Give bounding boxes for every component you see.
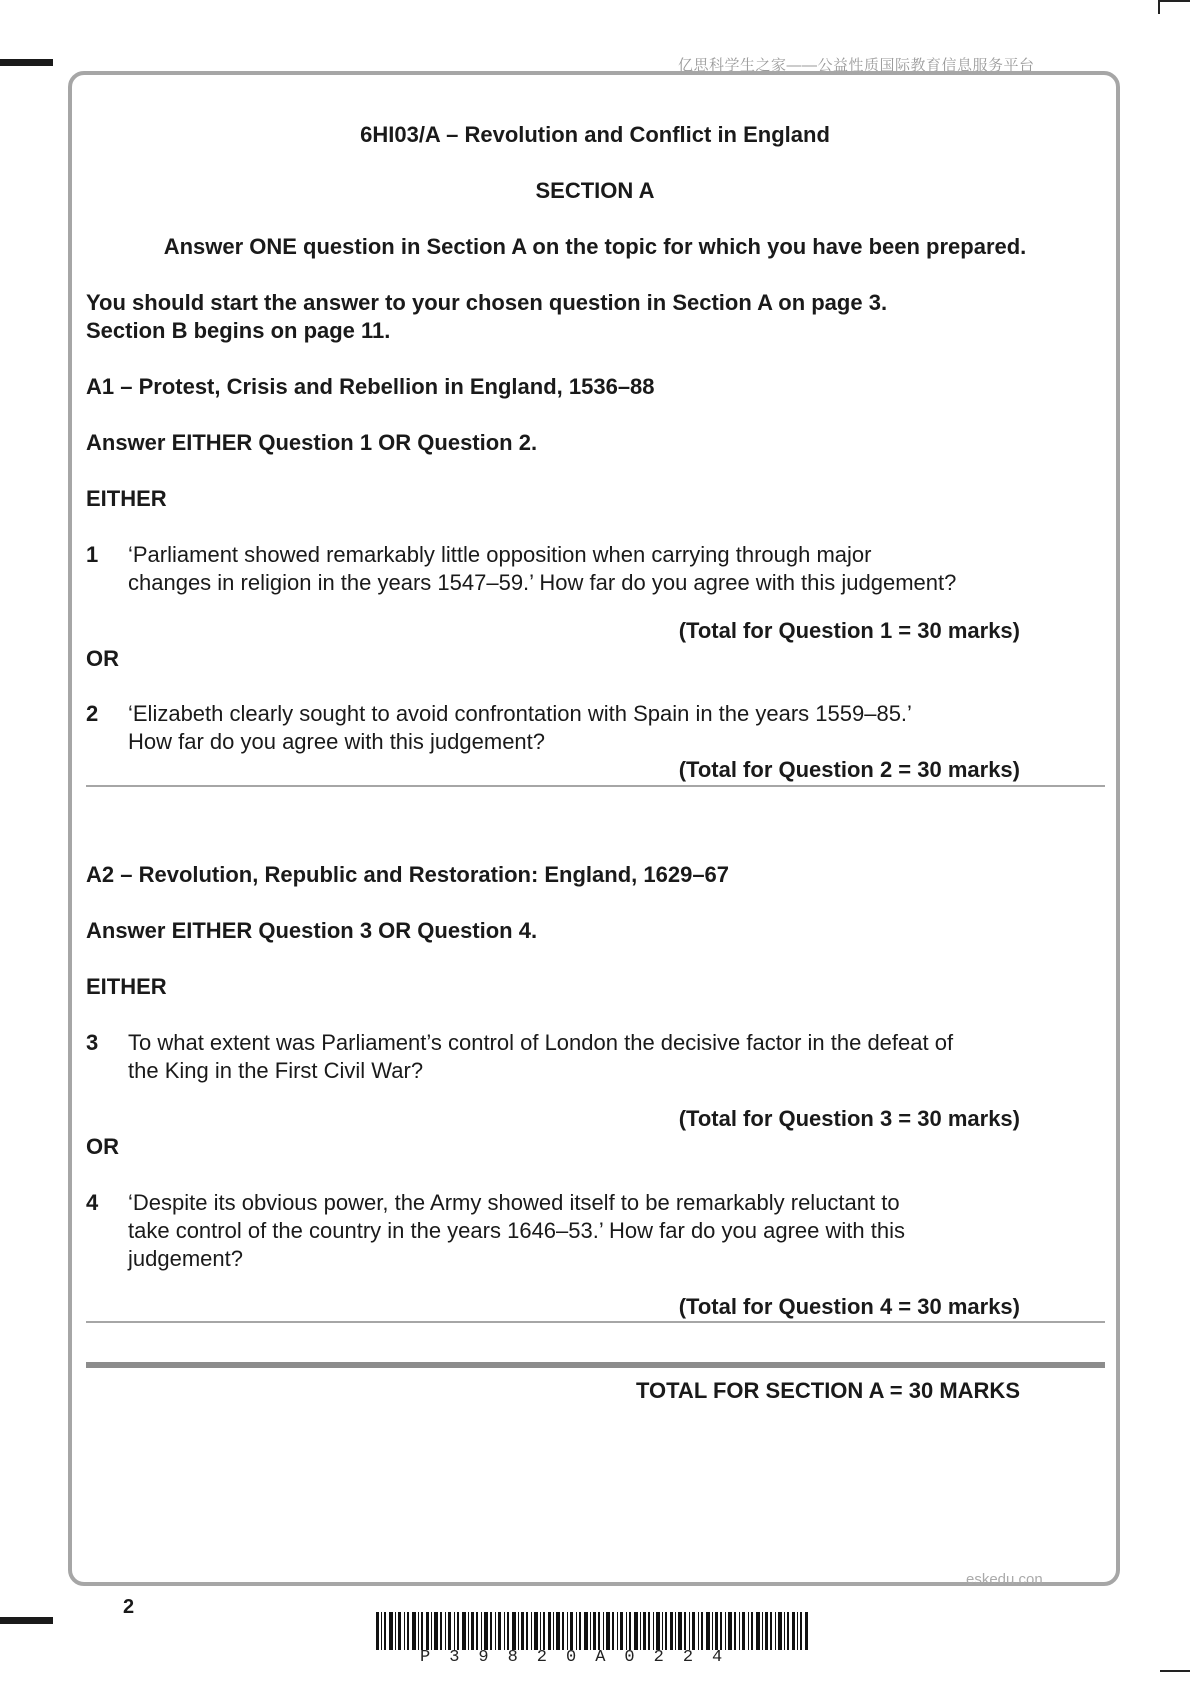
margin-bar: [0, 59, 53, 66]
topic-a1-heading: A1 – Protest, Crisis and Rebellion in England, 1536–88: [86, 374, 655, 399]
crop-mark: [1160, 1670, 1190, 1672]
topic-a2-answer-instruction: Answer EITHER Question 3 OR Question 4.: [86, 918, 538, 943]
watermark-top: 亿思科学生之家——公益性质国际教育信息服务平台: [678, 57, 1035, 74]
question-2-line-2: How far do you agree with this judgement?: [128, 729, 546, 754]
section-instruction: Answer ONE question in Section A on the topic for which you have been prepared.: [163, 234, 1027, 259]
question-1-marks: (Total for Question 1 = 30 marks): [678, 618, 1020, 643]
question-3-line-2: the King in the First Civil War?: [128, 1058, 424, 1083]
section-end-divider: [86, 1362, 1105, 1368]
question-3-line-1: To what extent was Parliament’s control of London the decisive factor in the defeat of: [128, 1030, 954, 1055]
question-4-marks: (Total for Question 4 = 30 marks): [678, 1294, 1020, 1319]
question-4-line-2: take control of the country in the years 1646–53.’ How far do you agree with this: [128, 1218, 905, 1243]
either-label: EITHER: [86, 486, 167, 511]
question-number: 4: [86, 1190, 99, 1215]
crop-mark: [1160, 0, 1190, 2]
divider: [86, 785, 1105, 787]
barcode-number: P39820A0224: [420, 1648, 742, 1667]
barcode: [376, 1612, 810, 1650]
watermark-bottom: eskedu.con: [966, 1571, 1043, 1588]
page-number: 2: [123, 1596, 135, 1618]
question-4-line-3: judgement?: [128, 1246, 243, 1271]
crop-mark: [1158, 0, 1160, 14]
topic-a2-heading: A2 – Revolution, Republic and Restoration: England, 1629–67: [86, 862, 730, 887]
topic-a1-answer-instruction: Answer EITHER Question 1 OR Question 2.: [86, 430, 538, 455]
section-heading: SECTION A: [535, 178, 655, 203]
question-number: 3: [86, 1030, 99, 1055]
question-2-line-1: ‘Elizabeth clearly sought to avoid confrontation with Spain in the years 1559–85.’: [128, 701, 912, 726]
section-total: TOTAL FOR SECTION A = 30 MARKS: [635, 1378, 1020, 1403]
question-2-marks: (Total for Question 2 = 30 marks): [678, 757, 1020, 782]
margin-bar: [0, 1617, 53, 1624]
or-label: OR: [86, 646, 119, 671]
or-label: OR: [86, 1134, 119, 1159]
either-label: EITHER: [86, 974, 167, 999]
question-number: 1: [86, 542, 99, 567]
question-1-line-2: changes in religion in the years 1547–59.’ How far do you agree with this judgement?: [128, 570, 957, 595]
paper-title: 6HI03/A – Revolution and Conflict in England: [360, 122, 830, 147]
divider: [86, 1321, 1105, 1323]
question-1-line-1: ‘Parliament showed remarkably little opposition when carrying through major: [128, 542, 872, 567]
start-instruction-1: You should start the answer to your chosen question in Section A on page 3.: [86, 290, 888, 315]
start-instruction-2: Section B begins on page 11.: [86, 318, 391, 343]
question-3-marks: (Total for Question 3 = 30 marks): [678, 1106, 1020, 1131]
question-4-line-1: ‘Despite its obvious power, the Army showed itself to be remarkably reluctant to: [128, 1190, 900, 1215]
question-number: 2: [86, 701, 99, 726]
